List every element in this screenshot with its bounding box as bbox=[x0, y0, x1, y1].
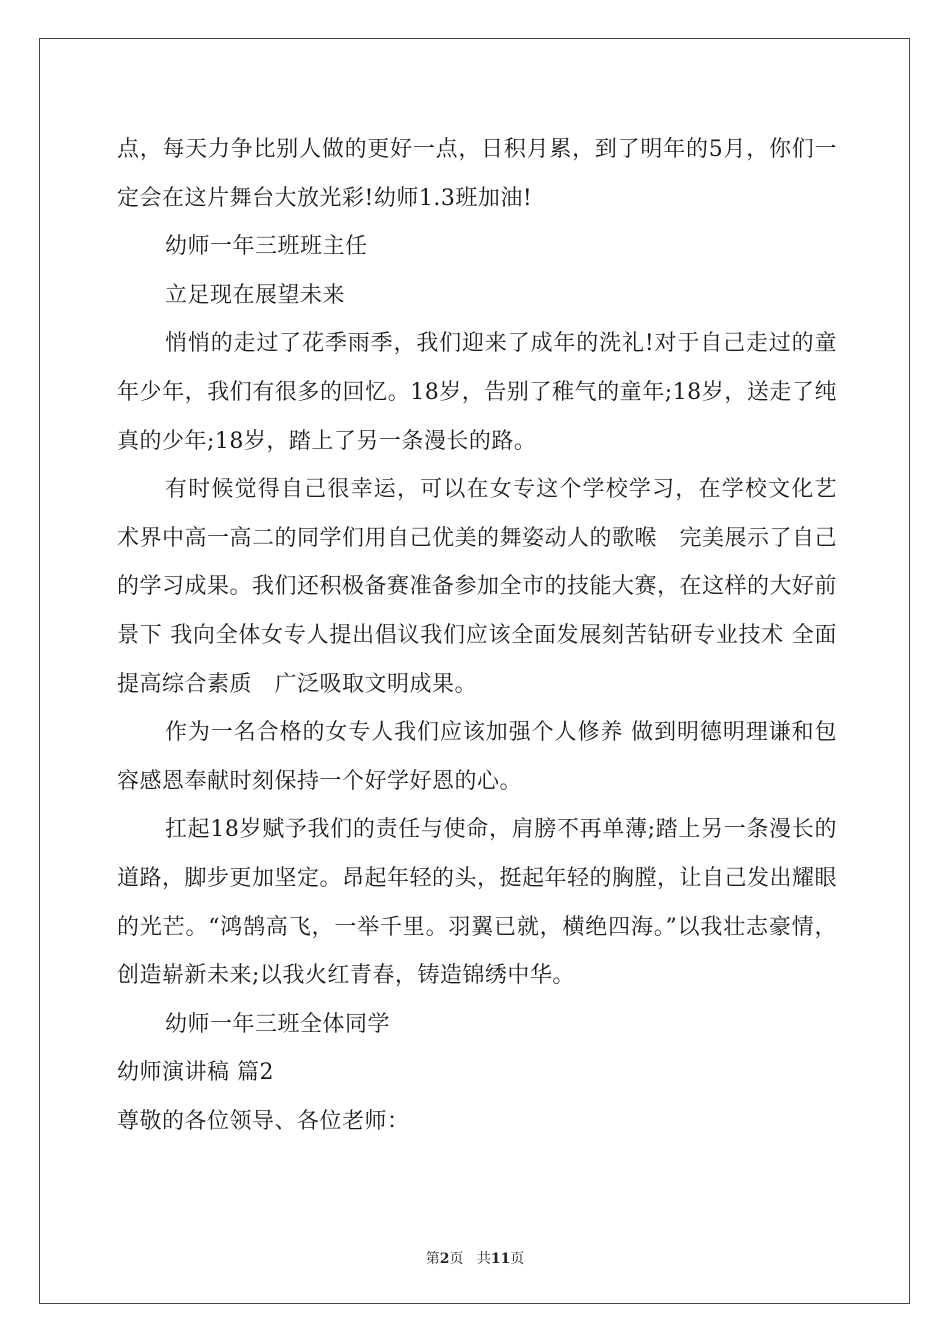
paragraph: 作为一名合格的女专人我们应该加强个人修养 做到明德明理谦和包容感恩奉献时刻保持一个好学好恩的心。 bbox=[117, 720, 837, 794]
section-title: 立足现在展望未来 bbox=[165, 282, 346, 308]
total-prefix: 共 bbox=[476, 1251, 491, 1267]
document-body bbox=[117, 126, 837, 1146]
page-footer bbox=[0, 1248, 950, 1268]
signature-line: 幼师一年三班班主任 bbox=[165, 234, 368, 260]
total-suffix: 页 bbox=[510, 1251, 525, 1267]
paragraph: 扛起18岁赋予我们的责任与使命，肩膀不再单薄;踏上另一条漫长的道路，脚步更加坚定。昂起年轻的头，挺起年轻的胸膛，让自己发出耀眼的光芒。“鸿鹄高飞，一举千里。羽翼已就，横绝四海。”以我壮志豪情，创造崭新未来;以我火红青春，铸造锦绣中华。 bbox=[117, 817, 838, 989]
paragraph: 点，每天力争比别人做的更好一点，日积月累，到了明年的5月，你们一定会在这片舞台大放光彩!幼师1.3班加油! bbox=[117, 137, 837, 211]
page-number: 2 bbox=[439, 1251, 450, 1267]
page-suffix: 页 bbox=[449, 1251, 464, 1267]
total-pages: 11 bbox=[490, 1251, 511, 1267]
signature-line: 幼师一年三班全体同学 bbox=[165, 1011, 391, 1037]
paragraph: 悄悄的走过了花季雨季，我们迎来了成年的洗礼!对于自己走过的童年少年，我们有很多的回忆。18岁，告别了稚气的童年;18岁，送走了纯真的少年;18岁，踏上了另一条漫长的路。 bbox=[117, 331, 837, 454]
salutation: 尊敬的各位领导、各位老师： bbox=[117, 1108, 410, 1134]
section-heading: 幼师演讲稿 篇2 bbox=[117, 1060, 274, 1086]
paragraph: 有时候觉得自己很幸运，可以在女专这个学校学习，在学校文化艺术界中高一高二的同学们用自己优美的舞姿动人的歌喉 完美展示了自己的学习成果。我们还积极备赛准备参加全市的技能大赛，在这样的大好前景下 我向全体女专人提出倡议我们应该全面发展刻苦钻研专业技术 全面提高综合素质 广泛吸取文明成果。 bbox=[117, 477, 838, 697]
page-prefix: 第 bbox=[425, 1251, 440, 1267]
